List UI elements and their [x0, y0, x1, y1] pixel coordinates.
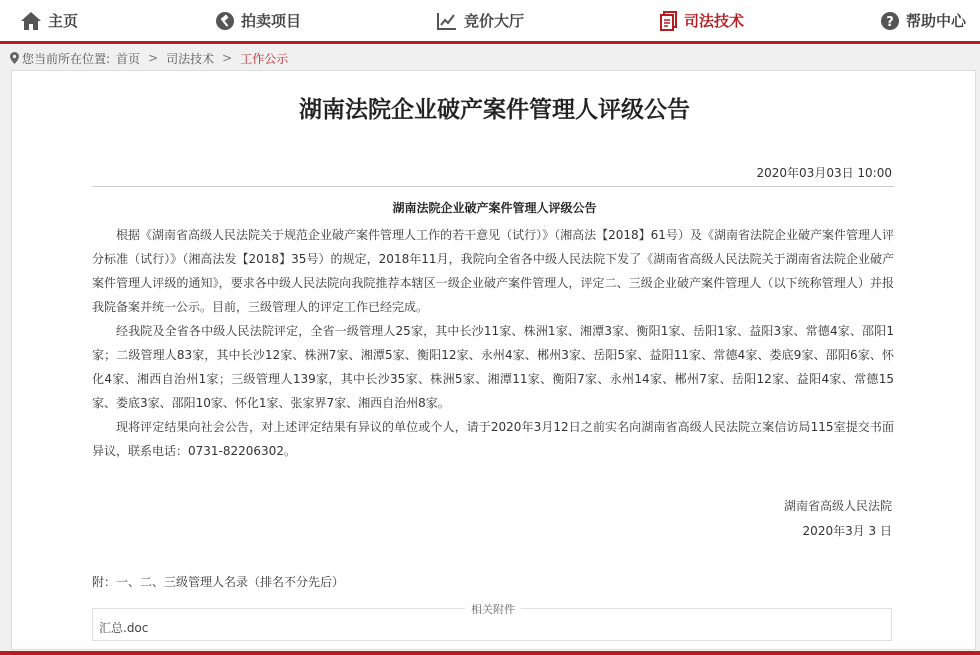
nav-help-center-label: 帮助中心 — [906, 12, 967, 30]
nav-home-label: 主页 — [48, 12, 79, 30]
home-icon — [20, 11, 42, 31]
breadcrumb-separator: > — [148, 51, 159, 65]
help-icon — [880, 11, 900, 31]
attachment-link[interactable]: 汇总.doc — [99, 621, 149, 635]
sign-date: 2020年3月 3 日 — [802, 524, 892, 538]
article-panel — [11, 70, 976, 650]
paragraph: 经我院及全省各中级人民法院评定，全省一级管理人25家，其中长沙11家、株洲1家、湘潭3家、衡阳1家、岳阳1家、益阳3家、常德4家、邵阳1家；二级管理人83家，其中长沙12家、株洲7家、湘潭5家、衡阳12家、永州4家、郴州3家、岳阳5家、益阳11家、常德4家、娄底9家、邵阳6家、怀化4家、湘西自治州1家；三级管理人139家，其中长沙35家、株洲5家、湘潭11家、衡阳7家、永州14家、郴州7家、岳阳12家、益阳4家、常德15家、娄底3家、邵阳10家、怀化1家、张家界7家、湘西自治州8家。 — [92, 324, 894, 410]
publish-date: 2020年03月03日 10:00 — [756, 166, 892, 180]
chart-icon — [436, 11, 458, 31]
breadcrumb-prefix: 您当前所在位置: — [22, 51, 111, 66]
breadcrumb-current: 工作公示 — [240, 51, 289, 66]
breadcrumb-home[interactable]: 首页 — [116, 51, 141, 66]
nav-auction[interactable] — [215, 0, 301, 41]
article-subtitle: 湖南法院企业破产案件管理人评级公告 — [392, 201, 597, 215]
top-nav — [0, 0, 980, 44]
paragraph: 根据《湖南省高级人民法院关于规范企业破产案件管理人工作的若干意见（试行）》（湘高法【2018】61号）及《湖南省法院企业破产案件管理人评分标准（试行）》（湘高法发【2018】35号）的规定，2018年11月，我院向全省各中级人民法院下发了《湖南省高级人民法院关于湖南省法院企业破产案件管理人评级的通知》，要求各中级人民法院向我院推荐本辖区一级企业破产案件管理人，评定二、三级企业破产案件管理人（以下统称管理人）并报我院备案并统一公示。目前，三级管理人的评定工作已经完成。 — [92, 228, 894, 314]
breadcrumb-section[interactable]: 司法技术 — [166, 51, 215, 66]
attachments-title: 相关附件 — [465, 603, 521, 616]
document-icon — [660, 11, 678, 31]
signer: 湖南省高级人民法院 — [783, 499, 892, 513]
nav-auction-label: 拍卖项目 — [241, 12, 302, 30]
article-body — [92, 223, 894, 463]
bottom-bar — [0, 651, 980, 655]
appendix-note: 附：一、二、三级管理人名录（排名不分先后） — [92, 575, 345, 589]
paragraph: 现将评定结果向社会公告，对上述评定结果有异议的单位或个人，请于2020年3月12日之前实名向湖南省高级人民法院立案信访局115室提交书面异议，联系电话：0731-82206302。 — [92, 420, 894, 458]
page-title: 湖南法院企业破产案件管理人评级公告 — [299, 97, 690, 123]
gavel-icon — [215, 11, 235, 31]
nav-judicial-tech[interactable] — [660, 0, 744, 41]
breadcrumb-separator: > — [222, 51, 233, 65]
nav-bidding-hall[interactable] — [436, 0, 524, 41]
divider — [92, 186, 894, 187]
nav-bidding-hall-label: 竞价大厅 — [464, 12, 525, 30]
nav-help-center[interactable] — [880, 0, 966, 41]
svg-text:?: ? — [886, 14, 894, 30]
nav-home[interactable] — [20, 0, 78, 41]
attachments-box — [92, 603, 892, 641]
breadcrumb — [0, 47, 980, 69]
nav-judicial-tech-label: 司法技术 — [684, 12, 745, 30]
location-pin-icon — [10, 52, 19, 64]
